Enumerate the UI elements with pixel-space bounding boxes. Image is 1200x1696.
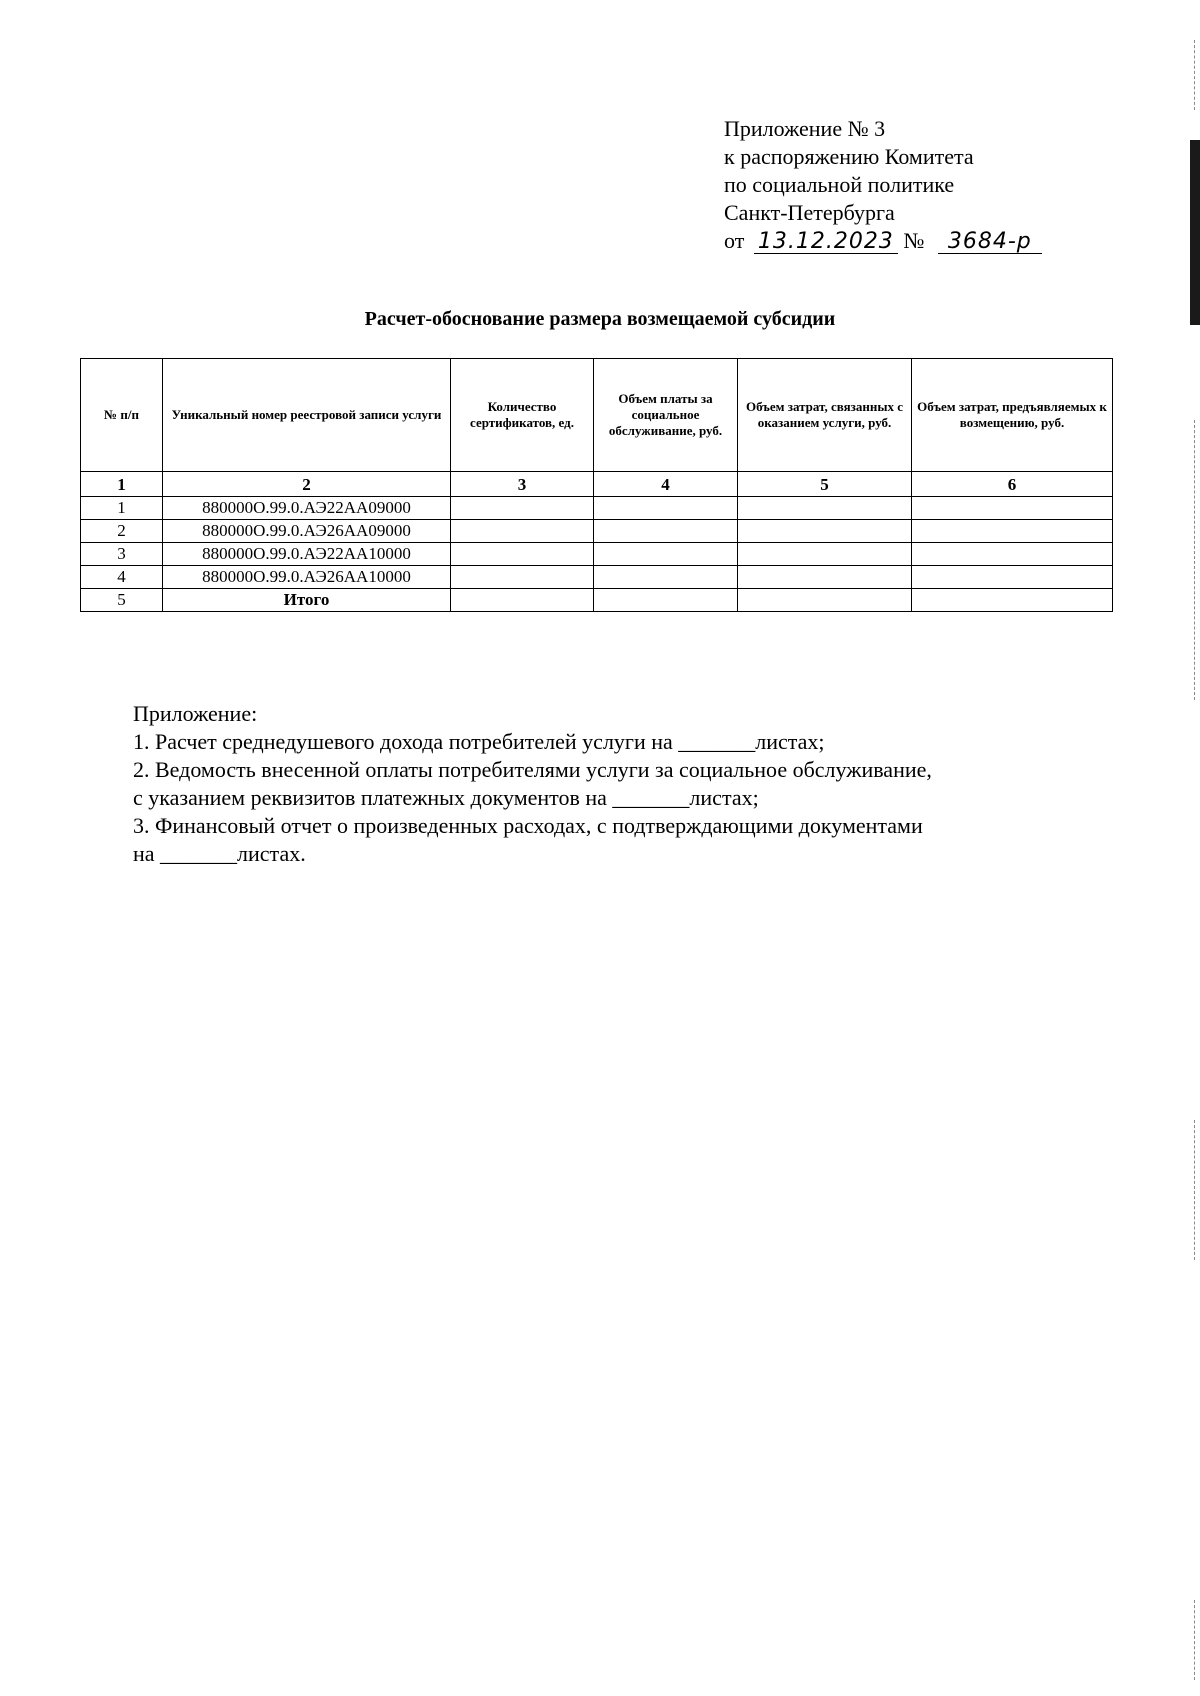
- empty-cell: [594, 520, 738, 543]
- scan-dotted-line: [1194, 1600, 1196, 1680]
- empty-cell: [594, 497, 738, 520]
- column-number-cell: 4: [594, 472, 738, 497]
- empty-cell: [738, 566, 912, 589]
- table-header-row: [81, 359, 1113, 472]
- table-total-row: [81, 589, 1113, 612]
- number-label: №: [903, 228, 925, 253]
- appendix-list: [133, 700, 1113, 868]
- handwritten-date: 13.12.2023: [754, 231, 898, 254]
- appendix-header: [724, 115, 1042, 255]
- column-number-cell: 1: [81, 472, 163, 497]
- header-line-1: Приложение № 3: [724, 116, 886, 141]
- handwritten-number: 3684-р: [938, 231, 1042, 254]
- empty-cell: [738, 497, 912, 520]
- registry-code-cell: 880000О.99.0.АЭ26АА09000: [163, 520, 451, 543]
- scan-dotted-line: [1194, 420, 1196, 700]
- column-number-row: [81, 472, 1113, 497]
- header-cell: Количество сертификатов, ед.: [451, 359, 594, 472]
- empty-cell: [912, 497, 1113, 520]
- appendix-item-2-line-1: 2. Ведомость внесенной оплаты потребителями услуги за социальное обслуживание,: [133, 757, 932, 782]
- scan-dotted-line: [1194, 40, 1196, 110]
- appendix-item-1: 1. Расчет среднедушевого дохода потребителей услуги на _______листах;: [133, 729, 825, 754]
- empty-cell: [451, 566, 594, 589]
- empty-cell: [594, 566, 738, 589]
- header-cell: Объем затрат, связанных с оказанием услуги, руб.: [738, 359, 912, 472]
- row-number-cell: 1: [81, 497, 163, 520]
- table-row: [81, 520, 1113, 543]
- row-number-cell: 5: [81, 589, 163, 612]
- from-label: от: [724, 228, 745, 253]
- empty-cell: [912, 543, 1113, 566]
- empty-cell: [912, 566, 1113, 589]
- column-number-cell: 6: [912, 472, 1113, 497]
- appendix-heading: Приложение:: [133, 701, 258, 726]
- empty-cell: [451, 589, 594, 612]
- empty-cell: [451, 497, 594, 520]
- scan-dotted-line: [1194, 1120, 1196, 1260]
- registry-code-cell: 880000О.99.0.АЭ22АА09000: [163, 497, 451, 520]
- appendix-item-2-line-2: с указанием реквизитов платежных документов на _______листах;: [133, 785, 759, 810]
- scan-edge-mark: [1190, 140, 1200, 325]
- header-line-3: по социальной политике: [724, 172, 955, 197]
- column-number-cell: 2: [163, 472, 451, 497]
- row-number-cell: 2: [81, 520, 163, 543]
- header-line-4: Санкт-Петербурга: [724, 200, 895, 225]
- header-cell: Уникальный номер реестровой записи услуги: [163, 359, 451, 472]
- column-number-cell: 5: [738, 472, 912, 497]
- document-title: Расчет-обоснование размера возмещаемой субсидии: [364, 308, 836, 330]
- empty-cell: [594, 543, 738, 566]
- registry-code-cell: 880000О.99.0.АЭ22АА10000: [163, 543, 451, 566]
- column-number-cell: 3: [451, 472, 594, 497]
- empty-cell: [912, 520, 1113, 543]
- empty-cell: [594, 589, 738, 612]
- header-cell: Объем затрат, предъявляемых к возмещению, руб.: [912, 359, 1113, 472]
- table-row: [81, 566, 1113, 589]
- header-line-2: к распоряжению Комитета: [724, 144, 974, 169]
- empty-cell: [738, 589, 912, 612]
- empty-cell: [451, 543, 594, 566]
- total-label-cell: Итого: [163, 589, 451, 612]
- empty-cell: [451, 520, 594, 543]
- header-date-line: [724, 227, 1042, 255]
- row-number-cell: 3: [81, 543, 163, 566]
- appendix-item-3-line-2: на _______листах.: [133, 841, 306, 866]
- row-number-cell: 4: [81, 566, 163, 589]
- empty-cell: [738, 520, 912, 543]
- table-row: [81, 497, 1113, 520]
- empty-cell: [912, 589, 1113, 612]
- empty-cell: [738, 543, 912, 566]
- table-row: [81, 543, 1113, 566]
- appendix-item-3-line-1: 3. Финансовый отчет о произведенных расходах, с подтверждающими документами: [133, 813, 923, 838]
- subsidy-table: [80, 358, 1113, 612]
- header-cell: Объем платы за социальное обслуживание, руб.: [594, 359, 738, 472]
- registry-code-cell: 880000О.99.0.АЭ26АА10000: [163, 566, 451, 589]
- header-cell: № п/п: [81, 359, 163, 472]
